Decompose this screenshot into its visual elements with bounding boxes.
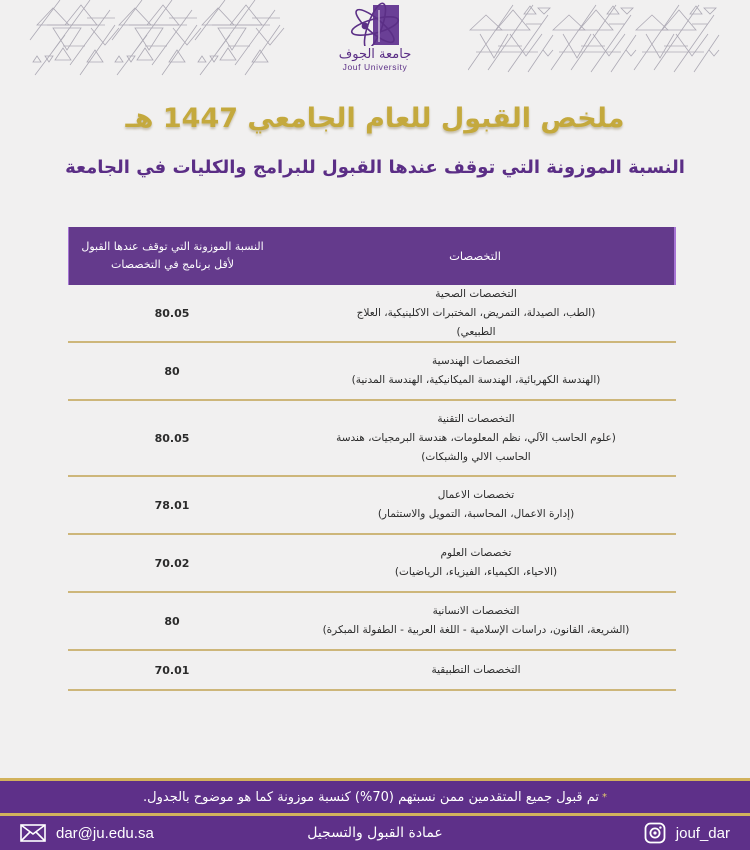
column-header-weighted-score: النسبة الموزونة التي توقف عندها القبول لأقل برنامج في التخصصات — [81, 240, 264, 271]
envelope-icon — [20, 824, 46, 842]
instagram-handle-link[interactable]: jouf_dar — [675, 824, 730, 842]
triangle-pattern-left-decoration — [25, 0, 295, 80]
specialization-details: (الهندسة الكهربائية، الهندسة الميكانيكية، الهندسة المدنية) — [351, 374, 601, 386]
specialization-cell — [276, 343, 676, 399]
column-header-specializations: التخصصات — [449, 249, 501, 263]
specialization-name: التخصصات التقنية — [437, 412, 515, 425]
jouf-university-logo — [330, 2, 420, 80]
table-row — [68, 477, 676, 535]
specialization-details: (الاحياء، الكيمياء، الفيزياء، الرياضيات) — [394, 566, 558, 578]
triangle-pattern-right-decoration — [468, 0, 738, 80]
specialization-name: تخصصات الاعمال — [437, 489, 515, 501]
specialization-cell — [276, 285, 676, 341]
specialization-name: التخصصات الهندسية — [432, 355, 520, 367]
page-title: ملخص القبول للعام الجامعي 1447 هـ — [125, 103, 625, 134]
specialization-cell — [276, 593, 676, 649]
note-asterisk: * — [602, 791, 607, 803]
score-cell: 70.01 — [154, 663, 190, 677]
atom-logo-icon — [343, 2, 407, 46]
specialization-details: (علوم الحاسب الآلي، نظم المعلومات، هندسة البرمجيات، هندسة الحاسب الالي والشبكات) — [336, 431, 616, 463]
specialization-name: تخصصات العلوم — [440, 547, 512, 559]
table-header — [68, 227, 676, 285]
score-cell: 78.01 — [154, 498, 190, 512]
footer-contact-bar — [0, 816, 750, 850]
score-cell: 80.05 — [154, 306, 190, 320]
specialization-cell — [276, 535, 676, 591]
specialization-details: (الطب، الصيدلة، التمريض، المختبرات الاكلينيكية، العلاج الطبيعي) — [356, 306, 596, 338]
table-row — [68, 651, 676, 691]
instagram-icon — [644, 822, 666, 844]
score-cell: 80 — [164, 364, 180, 378]
note-text: تم قبول جميع المتقدمين ممن نسبتهم (70%) كنسبة موزونة كما هو موضوح بالجدول. — [143, 789, 599, 805]
specialization-details: (الشريعة، القانون، دراسات الإسلامية - اللغة العربية - الطفولة المبكرة) — [322, 624, 630, 636]
score-cell: 70.02 — [154, 556, 190, 570]
table-row — [68, 593, 676, 651]
specialization-name: التخصصات الانسانية — [432, 605, 520, 617]
score-cell: 80.05 — [154, 431, 190, 445]
specialization-name: التخصصات الصحية — [435, 287, 517, 300]
table-row — [68, 285, 676, 343]
admission-scores-table — [68, 227, 676, 691]
specialization-name: التخصصات التطبيقية — [431, 663, 521, 676]
logo-arabic-name: جامعة الجوف — [338, 47, 412, 62]
email-link[interactable]: dar@ju.edu.sa — [56, 824, 154, 842]
page-subtitle: النسبة الموزونة التي توقف عندها القبول للبرامج والكليات في الجامعة — [65, 157, 685, 178]
table-row — [68, 535, 676, 593]
specialization-cell — [276, 477, 676, 533]
table-row — [68, 343, 676, 401]
footer-instagram[interactable] — [644, 822, 730, 844]
table-row — [68, 401, 676, 477]
specialization-cell — [276, 401, 676, 475]
logo-english-name: Jouf University — [342, 62, 408, 72]
specialization-cell — [276, 651, 676, 689]
footer-email[interactable] — [20, 824, 154, 842]
specialization-details: (إدارة الاعمال، المحاسبة، التمويل والاستثمار) — [377, 508, 575, 520]
admission-note-bar — [0, 778, 750, 816]
footer-department-name: عمادة القبول والتسجيل — [307, 825, 443, 841]
score-cell: 80 — [164, 614, 180, 628]
